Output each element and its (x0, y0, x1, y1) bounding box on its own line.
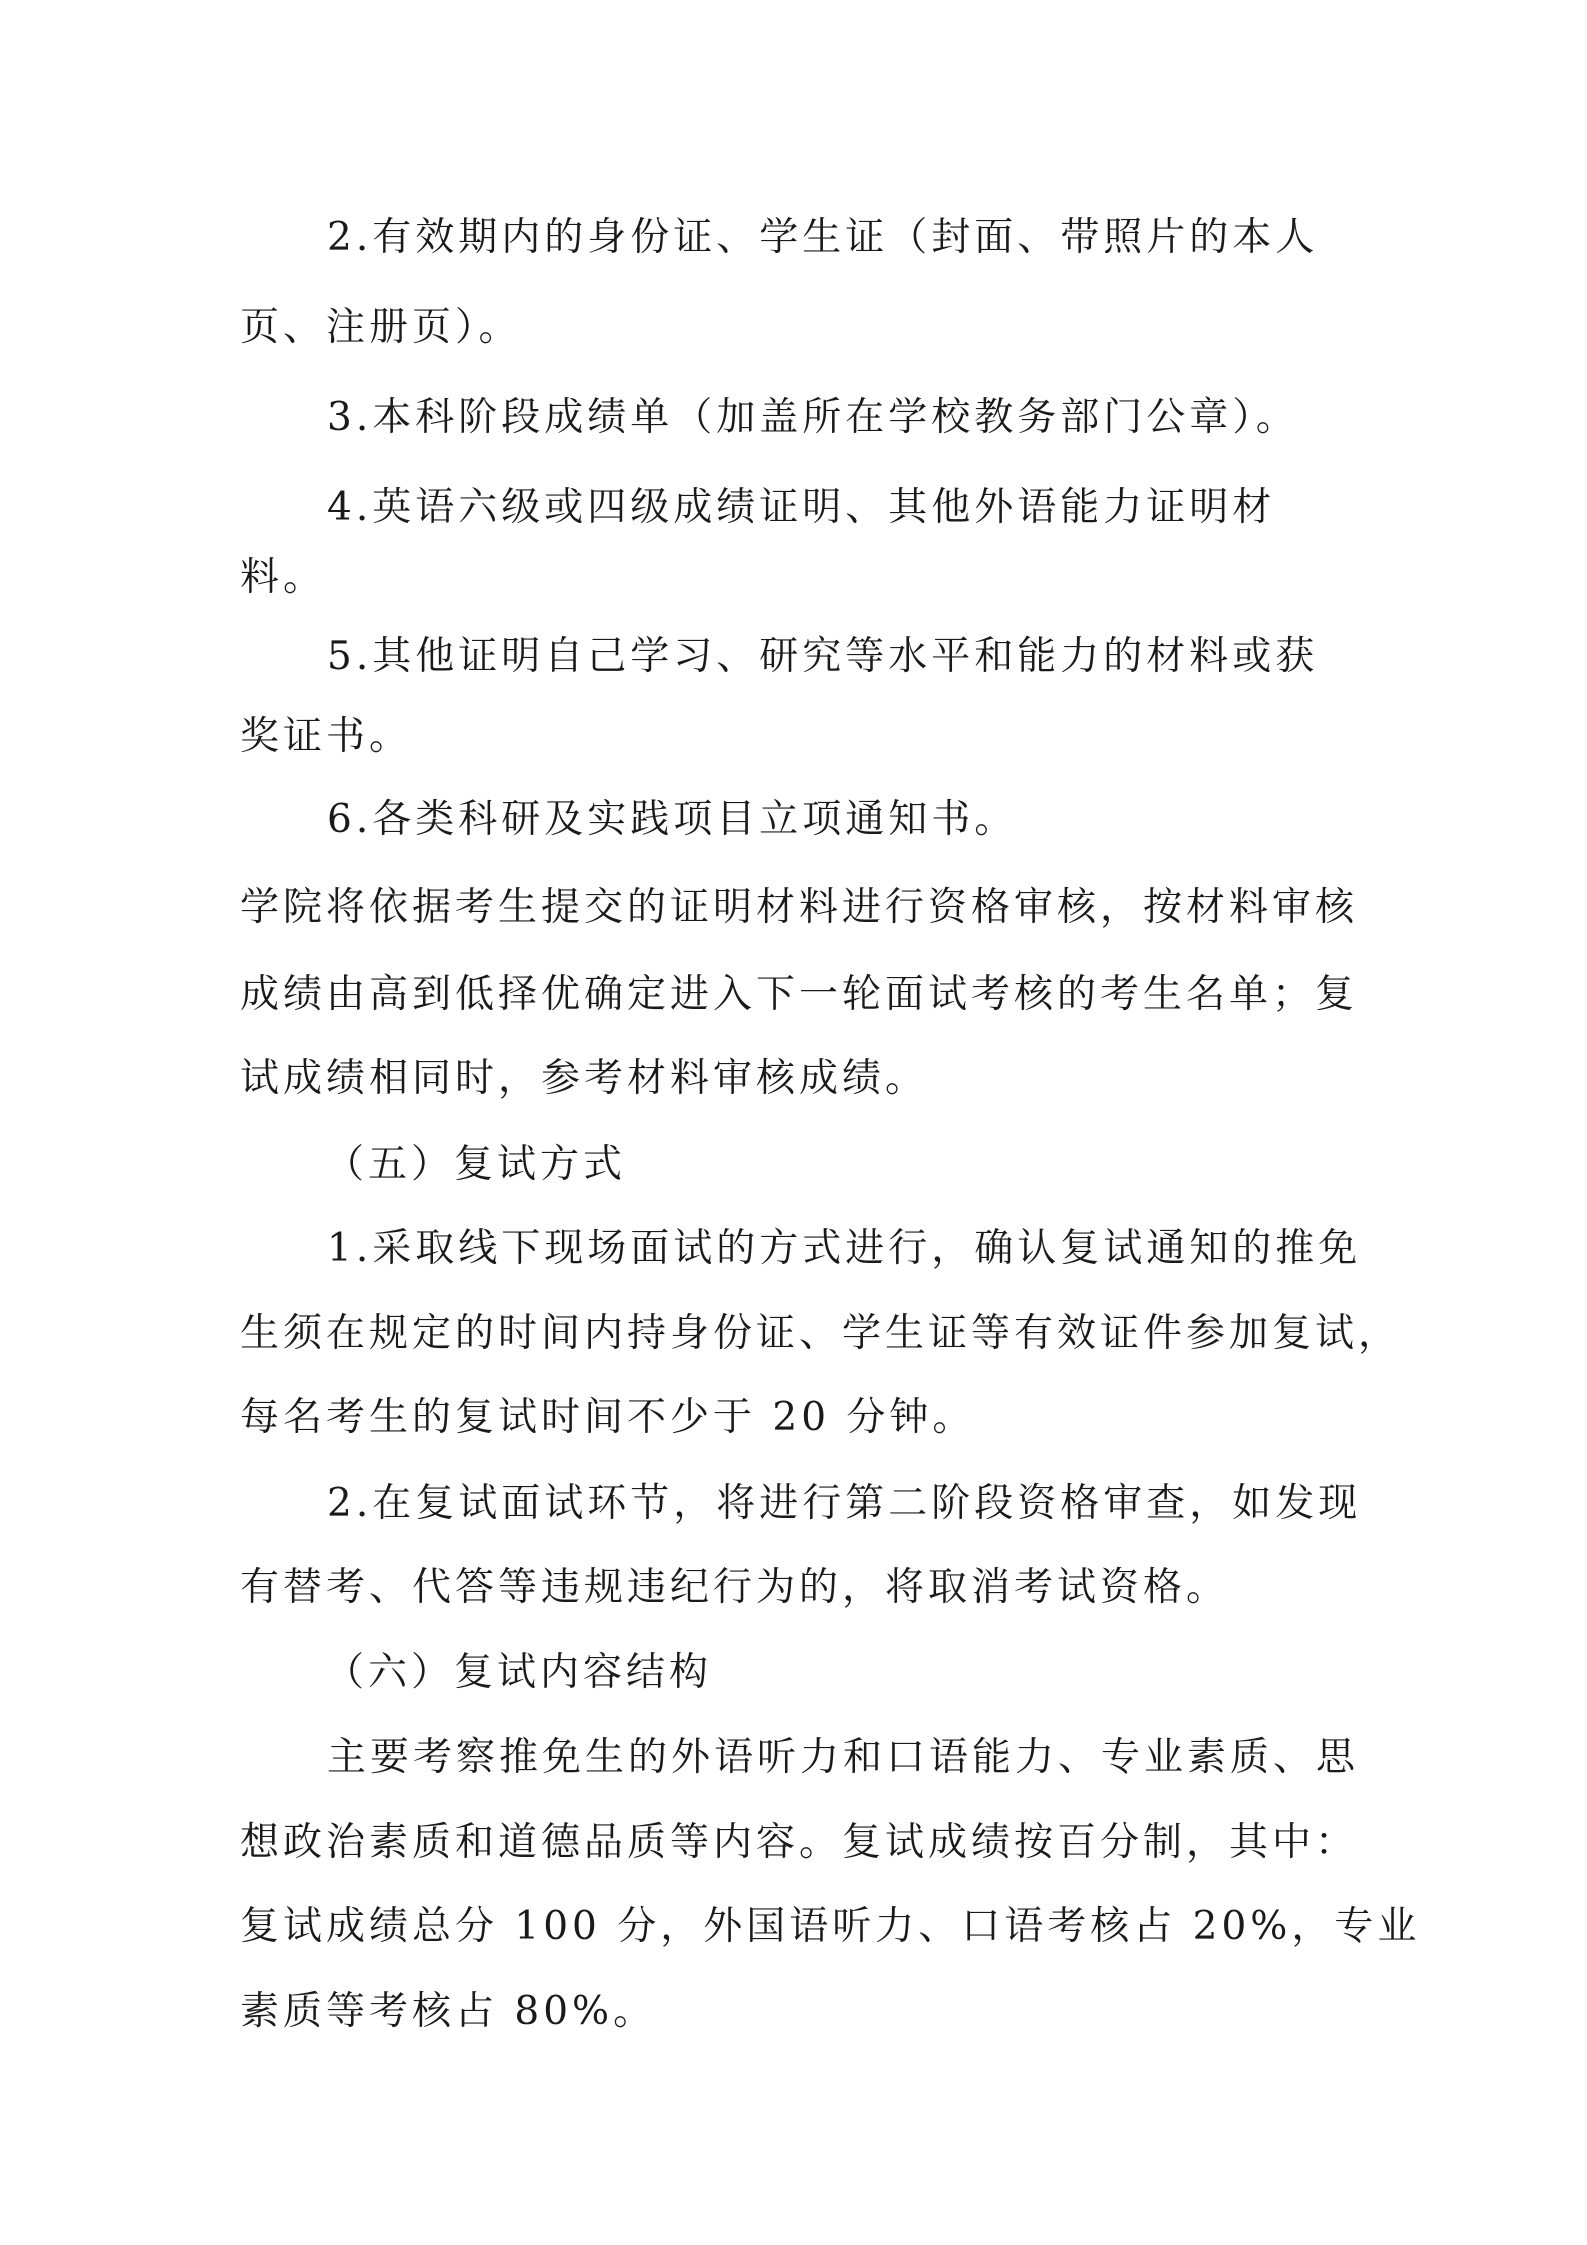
method-item-1-line-2: 生须在规定的时间内持身份证、学生证等有效证件参加复试， (240, 1311, 1402, 1356)
method-item-2-line-2: 有替考、代答等违规违纪行为的，将取消考试资格。 (240, 1565, 1230, 1610)
item-2-line-2: 页、注册页）。 (240, 305, 522, 350)
review-paragraph-line-1: 学院将依据考生提交的证明材料进行资格审核，按材料审核 (240, 885, 1359, 930)
item-2-line-1: 2.有效期内的身份证、学生证（封面、带照片的本人 (327, 215, 1319, 260)
section-heading-5: （五）复试方式 (325, 1142, 627, 1187)
review-paragraph-line-2: 成绩由高到低择优确定进入下一轮面试考核的考生名单；复 (240, 972, 1359, 1017)
item-4-line-2: 料。 (240, 555, 327, 600)
item-4-line-1: 4.英语六级或四级成绩证明、其他外语能力证明材 (327, 485, 1276, 530)
content-paragraph-line-4: 素质等考核占 80%。 (240, 1989, 657, 2034)
method-item-2-line-1: 2.在复试面试环节，将进行第二阶段资格审查，如发现 (327, 1481, 1362, 1526)
item-3-line: 3.本科阶段成绩单（加盖所在学校教务部门公章）。 (327, 395, 1299, 440)
method-item-1-line-1: 1.采取线下现场面试的方式进行，确认复试通知的推免 (327, 1226, 1362, 1271)
method-item-1-line-3: 每名考生的复试时间不少于 20 分钟。 (240, 1395, 976, 1440)
review-paragraph-line-3: 试成绩相同时，参考材料审核成绩。 (240, 1056, 929, 1101)
item-5-line-1: 5.其他证明自己学习、研究等水平和能力的材料或获 (327, 634, 1319, 679)
content-paragraph-line-2: 想政治素质和道德品质等内容。复试成绩按百分制，其中： (240, 1820, 1359, 1865)
content-paragraph-line-1: 主要考察推免生的外语听力和口语能力、专业素质、思 (327, 1735, 1360, 1780)
item-6-line: 6.各类科研及实践项目立项通知书。 (327, 797, 1018, 842)
content-paragraph-line-3: 复试成绩总分 100 分，外国语听力、口语考核占 20%，专业 (240, 1904, 1421, 1949)
section-heading-6: （六）复试内容结构 (325, 1650, 713, 1695)
item-5-line-2: 奖证书。 (240, 714, 413, 759)
